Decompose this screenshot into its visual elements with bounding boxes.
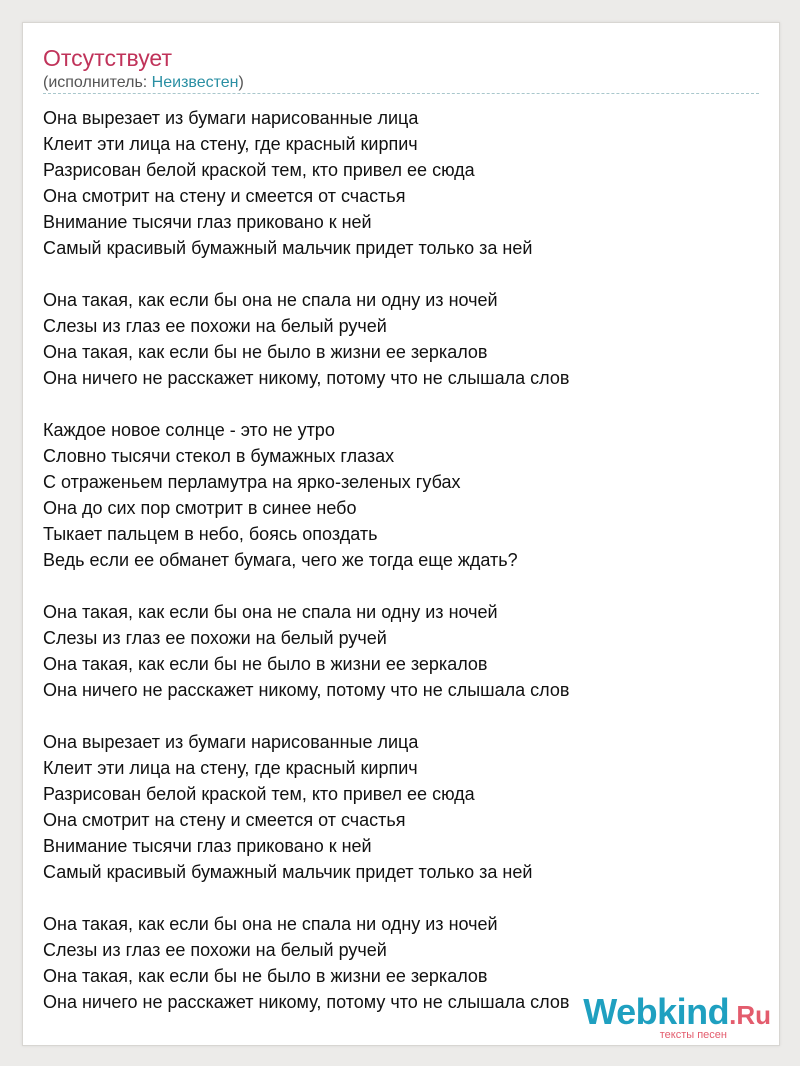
lyrics-line: Она вырезает из бумаги нарисованные лица	[43, 108, 419, 128]
lyrics-line: Разрисован белой краской тем, кто привел ее сюда	[43, 784, 475, 804]
lyrics-line: Она смотрит на стену и смеется от счастья	[43, 810, 406, 830]
lyrics-line: Она такая, как если бы она не спала ни одну из ночей	[43, 290, 498, 310]
lyrics-line: Словно тысячи стекол в бумажных глазах	[43, 446, 395, 466]
lyrics-line: Она до сих пор смотрит в синее небо	[43, 498, 357, 518]
lyrics-line: Она такая, как если бы она не спала ни одну из ночей	[43, 602, 498, 622]
lyrics-line: Тыкает пальцем в небо, боясь опоздать	[43, 524, 378, 544]
site-logo[interactable]	[583, 991, 771, 1041]
lyrics-stanza	[43, 287, 759, 391]
lyrics-line: Она ничего не расскажет никому, потому что не слышала слов	[43, 368, 570, 388]
lyrics-line: Она вырезает из бумаги нарисованные лица	[43, 732, 419, 752]
lyrics-text	[43, 105, 759, 1041]
artist-link[interactable]: Неизвестен	[151, 74, 239, 91]
lyrics-line: Слезы из глаз ее похожи на белый ручей	[43, 940, 387, 960]
logo-tagline: тексты песен	[659, 1029, 727, 1041]
logo-tld: .Ru	[729, 1000, 771, 1030]
lyrics-line: Она ничего не расскажет никому, потому что не слышала слов	[43, 992, 570, 1012]
lyrics-line: Каждое новое солнце - это не утро	[43, 420, 335, 440]
lyrics-line: Клеит эти лица на стену, где красный кирпич	[43, 758, 418, 778]
lyrics-line: Самый красивый бумажный мальчик придет только за ней	[43, 862, 533, 882]
lyrics-line: Внимание тысячи глаз приковано к ней	[43, 212, 372, 232]
lyrics-line: Клеит эти лица на стену, где красный кирпич	[43, 134, 418, 154]
dashed-divider	[43, 93, 759, 94]
lyrics-stanza	[43, 729, 759, 885]
lyrics-stanza	[43, 417, 759, 573]
artist-suffix: )	[238, 74, 244, 91]
lyrics-line: Разрисован белой краской тем, кто привел ее сюда	[43, 160, 475, 180]
artist-prefix: (исполнитель:	[43, 74, 152, 91]
lyrics-page	[22, 22, 780, 1046]
song-title: Отсутствует	[43, 45, 172, 71]
lyrics-line: Слезы из глаз ее похожи на белый ручей	[43, 316, 387, 336]
lyrics-line: С отраженьем перламутра на ярко-зеленых губах	[43, 472, 461, 492]
lyrics-line: Она такая, как если бы не было в жизни ее зеркалов	[43, 342, 488, 362]
lyrics-line: Ведь если ее обманет бумага, чего же тогда еще ждать?	[43, 550, 518, 570]
lyrics-line: Слезы из глаз ее похожи на белый ручей	[43, 628, 387, 648]
lyrics-line: Она смотрит на стену и смеется от счастья	[43, 186, 406, 206]
lyrics-line: Внимание тысячи глаз приковано к ней	[43, 836, 372, 856]
lyrics-line: Самый красивый бумажный мальчик придет только за ней	[43, 238, 533, 258]
lyrics-line: Она такая, как если бы не было в жизни ее зеркалов	[43, 966, 488, 986]
artist-line	[43, 73, 244, 93]
lyrics-line: Она такая, как если бы не было в жизни ее зеркалов	[43, 654, 488, 674]
lyrics-line: Она ничего не расскажет никому, потому что не слышала слов	[43, 680, 570, 700]
lyrics-stanza	[43, 105, 759, 261]
logo-name: Webkind	[583, 991, 730, 1032]
lyrics-line: Она такая, как если бы она не спала ни одну из ночей	[43, 914, 498, 934]
lyrics-stanza	[43, 599, 759, 703]
